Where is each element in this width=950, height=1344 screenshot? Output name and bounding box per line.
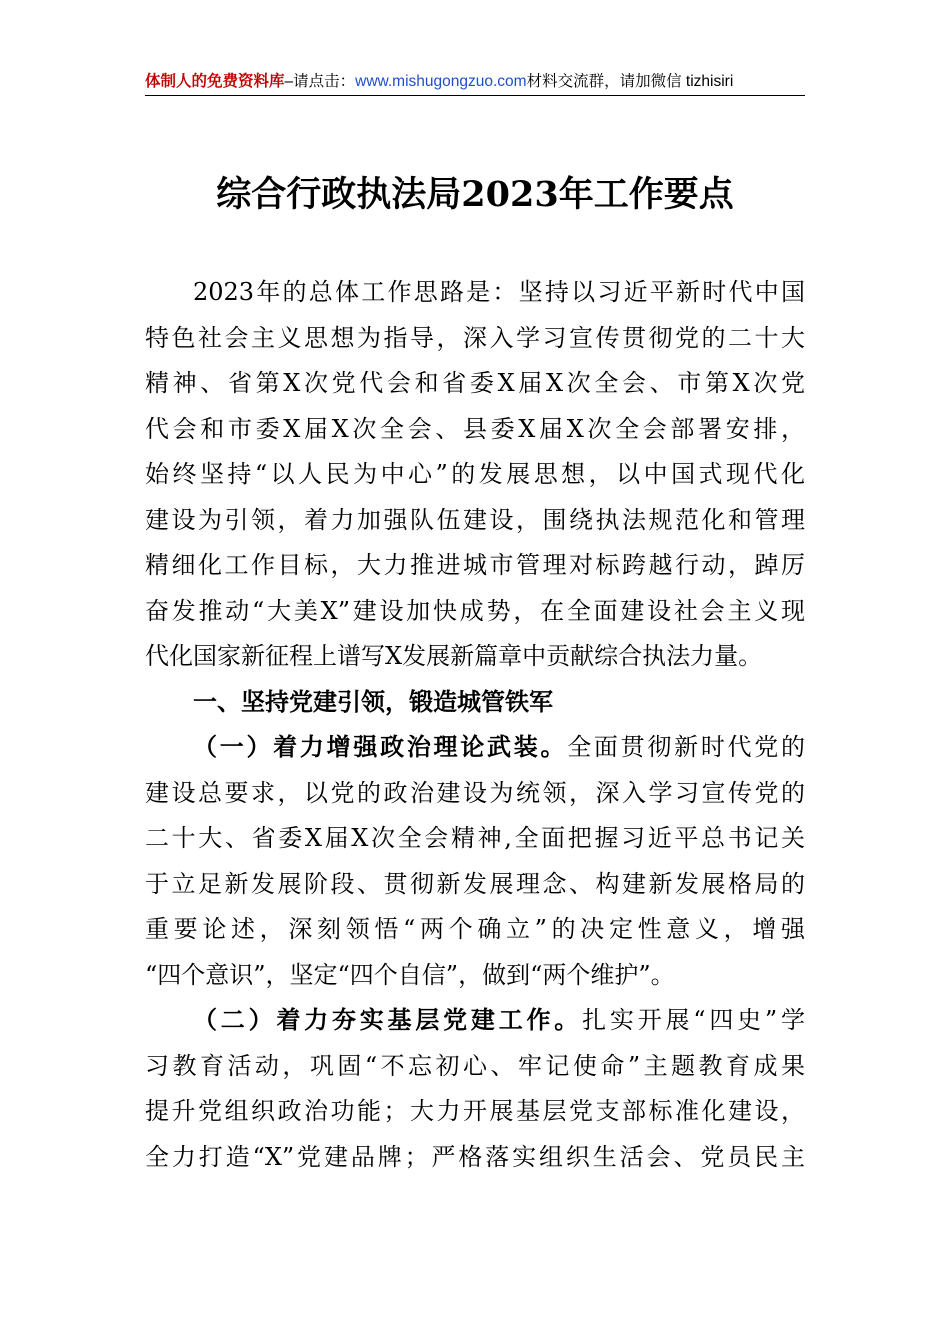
intro-line: 特色社会主义思想为指导，深入学习宣传贯彻党的二十大 <box>145 323 805 352</box>
document-body <box>145 270 805 1180</box>
intro-line: 建设为引领，着力加强队伍建设，围绕执法规范化和管理 <box>145 505 805 534</box>
header-divider <box>145 95 805 96</box>
item-2-lead: （二）着力夯实基层党建工作。 <box>193 1006 583 1034</box>
header-url-link[interactable]: www.mishugongzuo.com <box>355 73 527 90</box>
intro-line: 2023年的总体工作思路是：坚持以习近平新时代中国 <box>193 278 805 306</box>
item-1-line: 于立足新发展阶段、贯彻新发展理念、构建新发展格局的 <box>145 869 805 898</box>
intro-line: 始终坚持“以人民为中心”的发展思想，以中国式现代化 <box>145 460 805 488</box>
item-2-line: 全力打造“X”党建品牌；严格落实组织生活会、党员民主 <box>145 1142 805 1171</box>
header-separator: –请点击： <box>284 73 356 90</box>
item-2-line: 提升党组织政治功能；大力开展基层党支部标准化建设， <box>145 1097 805 1125</box>
item-1-first-rest: 全面贯彻新时代党的 <box>567 733 805 761</box>
intro-line: 奋发推动“大美X”建设加快成势，在全面建设社会主义现 <box>145 596 805 625</box>
intro-line: 精细化工作目标，大力推进城市管理对标跨越行动，踔厉 <box>145 551 805 579</box>
item-1-line: 二十大、省委X届X次全会精神,全面把握习近平总书记关 <box>145 824 805 852</box>
item-2-first-line <box>145 998 805 1044</box>
item-1-line: 建设总要求，以党的政治建设为统领，深入学习宣传党的 <box>145 778 805 807</box>
header-brand-link[interactable]: 体制人的免费资料库 <box>145 73 285 90</box>
item-2-line: 习教育活动，巩固“不忘初心、牢记使命”主题教育成果 <box>145 1051 805 1080</box>
item-1-lead: （一）着力增强政治理论武装。 <box>193 733 568 761</box>
intro-line: 代会和市委X届X次全会、县委X届X次全会部署安排， <box>145 414 805 443</box>
item-1-first-line <box>145 725 805 771</box>
intro-line: 代化国家新征程上谱写X发展新篇章中贡献综合执法力量。 <box>145 642 763 670</box>
header-suffix: 材料交流群，请加微信 tizhisiri <box>526 73 734 90</box>
item-1-line: 重要论述，深刻领悟“两个确立”的决定性意义，增强 <box>145 915 805 943</box>
section-heading: 一、坚持党建引领，锻造城管铁军 <box>193 687 553 716</box>
item-1-line: “四个意识”，坚定“四个自信”，做到“两个维护”。 <box>145 960 675 989</box>
page-header <box>145 70 805 94</box>
item-2-first-rest: 扎实开展“四史”学 <box>582 1006 805 1034</box>
document-title: 综合行政执法局2023年工作要点 <box>216 174 734 215</box>
intro-line: 精神、省第X次党代会和省委X届X次全会、市第X次党 <box>145 369 805 397</box>
